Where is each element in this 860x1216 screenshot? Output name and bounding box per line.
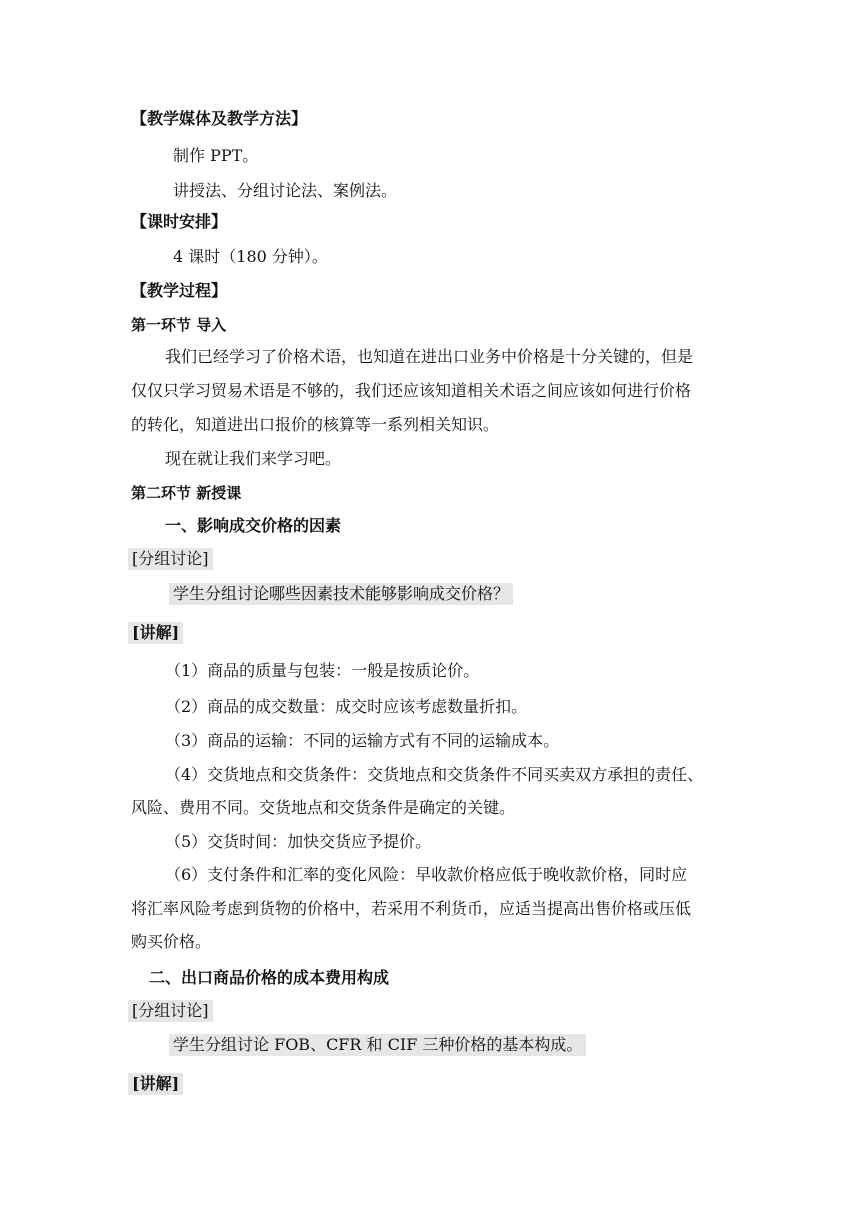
discuss-text-1: 学生分组讨论哪些因素技术能够影响成交价格？ bbox=[169, 583, 513, 605]
intro-paragraph-line-1: 我们已经学习了价格术语，也知道在进出口业务中价格是十分关键的，但是 bbox=[165, 347, 694, 366]
list-item-4-line-1: （4）交货地点和交货条件：交货地点和交货条件不同买卖双方承担的责任、 bbox=[165, 765, 704, 784]
schedule-heading: 【课时安排】 bbox=[131, 212, 228, 231]
step2-title: 第二环节 新授课 bbox=[131, 484, 242, 502]
process-heading: 【教学过程】 bbox=[131, 281, 228, 300]
discuss-label-2: [分组讨论] bbox=[128, 1000, 213, 1022]
list-item-1: （1）商品的质量与包装：一般是按质论价。 bbox=[165, 661, 480, 680]
list-item-6-line-3: 购买价格。 bbox=[131, 932, 212, 951]
list-item-6-line-1: （6）支付条件和汇率的变化风险：早收款价格应低于晚收款价格，同时应 bbox=[165, 865, 688, 884]
list-item-3: （3）商品的运输：不同的运输方式有不同的运输成本。 bbox=[165, 731, 560, 750]
discuss-text-2: 学生分组讨论 FOB、CFR 和 CIF 三种价格的基本构成。 bbox=[169, 1034, 586, 1056]
schedule-line: 4 课时（180 分钟）。 bbox=[173, 247, 328, 266]
explain-label-1: [讲解] bbox=[128, 622, 183, 644]
step1-title: 第一环节 导入 bbox=[131, 316, 227, 334]
explain-label-2: [讲解] bbox=[128, 1073, 183, 1095]
list-item-4-line-2: 风险、费用不同。交货地点和交货条件是确定的关键。 bbox=[131, 798, 516, 817]
intro-paragraph-2: 现在就让我们来学习吧。 bbox=[165, 449, 342, 468]
media-line-2: 讲授法、分组讨论法、案例法。 bbox=[173, 181, 398, 200]
media-line-1: 制作 PPT。 bbox=[173, 146, 259, 165]
intro-paragraph-line-2: 仅仅只学习贸易术语是不够的，我们还应该知道相关术语之间应该如何进行价格 bbox=[131, 381, 692, 400]
discuss-label-1: [分组讨论] bbox=[128, 548, 213, 570]
section2-title: 二、出口商品价格的成本费用构成 bbox=[149, 968, 390, 987]
intro-paragraph-line-3: 的转化，知道进出口报价的核算等一系列相关知识。 bbox=[131, 415, 500, 434]
section1-title: 一、影响成交价格的因素 bbox=[165, 516, 342, 535]
list-item-2: （2）商品的成交数量：成交时应该考虑数量折扣。 bbox=[165, 697, 528, 716]
list-item-5: （5）交货时间：加快交货应予提价。 bbox=[165, 832, 432, 851]
list-item-6-line-2: 将汇率风险考虑到货物的价格中，若采用不利货币，应适当提高出售价格或压低 bbox=[131, 899, 692, 918]
media-heading: 【教学媒体及教学方法】 bbox=[131, 109, 308, 128]
